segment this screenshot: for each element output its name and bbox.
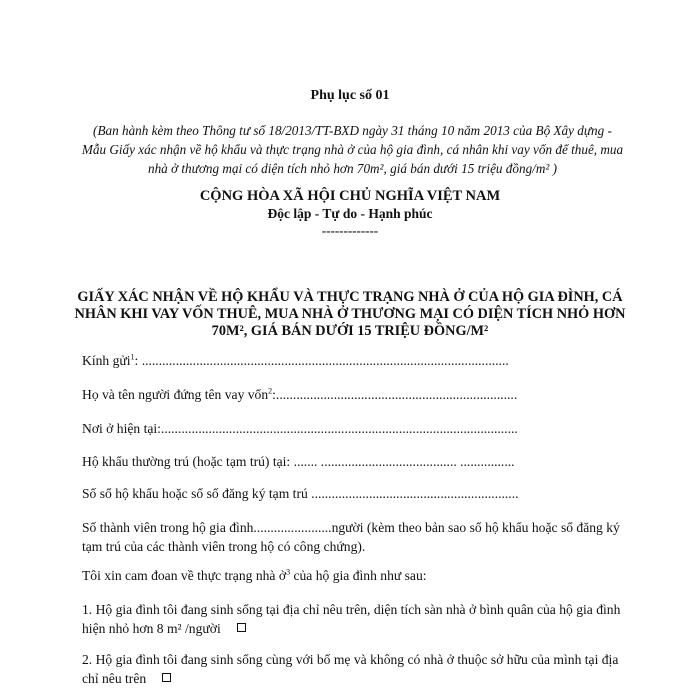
option-1-checkbox[interactable]	[237, 623, 246, 632]
borrower-label: Họ và tên người đứng tên vay vốn	[82, 387, 269, 402]
issuance-note: (Ban hành kèm theo Thông tư số 18/2013/TT-BXD ngày 31 tháng 10 năm 2013 của Bộ Xây dựng - Mẫu Giấy xác nhận về hộ khẩu và thực trạng nhà ở của hộ gia đình, cá nhân khi vay vốn để thuê, mua nhà ở thương mại có diện tích nhỏ hơn 70m², giá bán dưới 15 triệu đồng/m² )	[81, 123, 624, 176]
recipient-label: Kính gửi	[82, 353, 131, 368]
document-title: GIẤY XÁC NHẬN VỀ HỘ KHẨU VÀ THỰC TRẠNG NHÀ Ở CỦA HỘ GIA ĐÌNH, CÁ NHÂN KHI VAY VỐN THUÊ, MUA NHÀ Ở THƯƠNG MẠI CÓ DIỆN TÍCH NHỎ HƠN 70M², GIÁ BÁN DƯỚI 15 TRIỆU ĐỒNG/M²	[74, 289, 626, 339]
borrower-field	[82, 387, 517, 403]
option-1-text: 1. Hộ gia đình tôi đang sinh sống tại địa chỉ nêu trên, diện tích sàn nhà ở bình quân của hộ gia đình hiện nhỏ hơn 8 m² /người	[82, 602, 621, 636]
recipient-dots: : ............................................................................................................	[134, 353, 509, 368]
appendix-number: Phụ lục số 01	[310, 88, 390, 103]
footnote-1: 1	[130, 352, 135, 362]
declaration-text: Tôi xin cam đoan về thực trạng nhà ở	[82, 568, 287, 583]
option-2	[82, 650, 622, 688]
national-motto: Độc lập - Tự do - Hạnh phúc	[267, 206, 433, 221]
declaration-line	[82, 568, 427, 584]
household-field: Hộ khẩu thường trú (hoặc tạm trú) tại: ....... ........................................ ................	[82, 454, 515, 469]
national-title: CỘNG HÒA XÃ HỘI CHỦ NGHĨA VIỆT NAM	[199, 188, 501, 204]
option-2-text: 2. Hộ gia đình tôi đang sinh sống cùng với bố mẹ và không có nhà ở thuộc sở hữu của mình tại địa chỉ nêu trên	[82, 652, 619, 686]
members-field: Số thành viên trong hộ gia đình.......................người (kèm theo bản sao sổ hộ khẩu hoặc sổ đăng ký tạm trú của các thành viên trong hộ có công chứng).	[82, 520, 620, 554]
declaration-text-end: của hộ gia đình như sau:	[290, 568, 427, 583]
household-book-field: Số sổ hộ khẩu hoặc sổ số đăng ký tạm trú .............................................................	[82, 486, 519, 501]
residence-field: Nơi ở hiện tại:.........................................................................................................	[82, 421, 518, 436]
option-2-checkbox[interactable]	[162, 673, 171, 682]
recipient-field	[82, 353, 509, 369]
footnote-2: 2	[268, 386, 273, 396]
option-1	[82, 600, 622, 638]
header-divider: -------------	[321, 223, 379, 238]
footnote-3: 3	[286, 567, 291, 577]
borrower-dots: :.......................................................................	[272, 387, 518, 402]
